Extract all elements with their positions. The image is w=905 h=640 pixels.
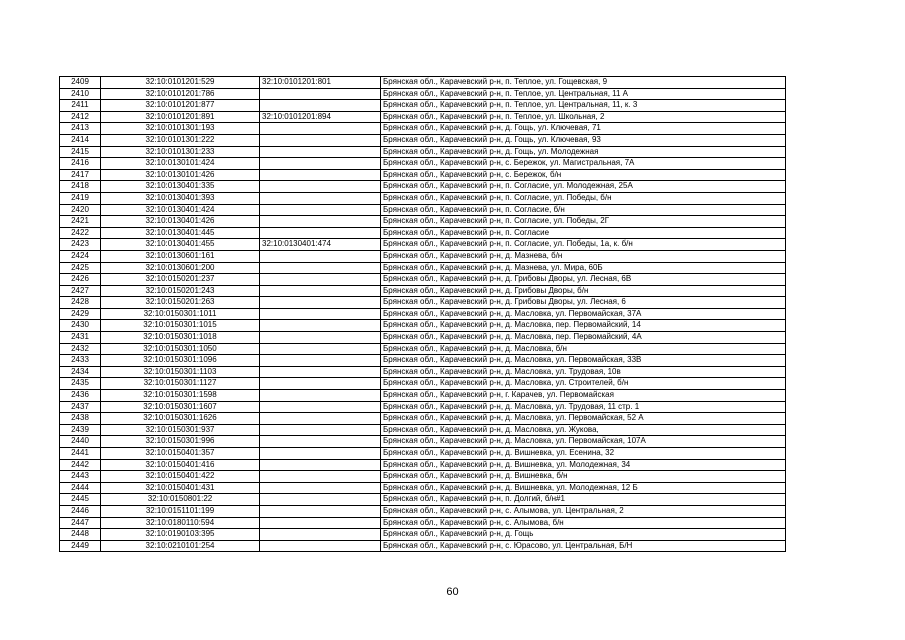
related-cadastral-number-cell — [260, 320, 381, 332]
related-cadastral-number-cell — [260, 366, 381, 378]
row-number-cell: 2429 — [60, 308, 101, 320]
row-number-cell: 2449 — [60, 540, 101, 552]
related-cadastral-number-cell — [260, 482, 381, 494]
related-cadastral-number-cell — [260, 517, 381, 529]
address-cell: Брянская обл., Карачевский р-н, д. Масловка, пер. Первомайский, 14 — [381, 320, 786, 332]
table-row — [60, 216, 786, 228]
cadastral-number-cell: 32:10:0130401:424 — [101, 204, 260, 216]
row-number-cell: 2410 — [60, 88, 101, 100]
related-cadastral-number-cell — [260, 123, 381, 135]
cadastral-number-cell: 32:10:0150401:431 — [101, 482, 260, 494]
address-cell: Брянская обл., Карачевский р-н, д. Грибовы Дворы, ул. Лесная, 6В — [381, 274, 786, 286]
cadastral-number-cell: 32:10:0150301:996 — [101, 436, 260, 448]
table-row — [60, 250, 786, 262]
address-cell: Брянская обл., Карачевский р-н, п. Теплое, ул. Гощевская, 9 — [381, 77, 786, 89]
cadastral-number-cell: 32:10:0101301:193 — [101, 123, 260, 135]
cadastral-number-cell: 32:10:0190103:395 — [101, 529, 260, 541]
related-cadastral-number-cell — [260, 343, 381, 355]
row-number-cell: 2417 — [60, 169, 101, 181]
table-row — [60, 100, 786, 112]
cadastral-number-cell: 32:10:0101201:891 — [101, 111, 260, 123]
related-cadastral-number-cell — [260, 169, 381, 181]
cadastral-number-cell: 32:10:0130401:393 — [101, 192, 260, 204]
table-row — [60, 448, 786, 460]
related-cadastral-number-cell: 32:10:0101201:801 — [260, 77, 381, 89]
table-row — [60, 146, 786, 158]
table-row — [60, 366, 786, 378]
table-row — [60, 505, 786, 517]
row-number-cell: 2439 — [60, 424, 101, 436]
cadastral-number-cell: 32:10:0150301:1127 — [101, 378, 260, 390]
cadastral-number-cell: 32:10:0130401:445 — [101, 227, 260, 239]
row-number-cell: 2424 — [60, 250, 101, 262]
cadastral-number-cell: 32:10:0150301:1598 — [101, 390, 260, 402]
cadastral-number-cell: 32:10:0150301:1096 — [101, 355, 260, 367]
table-row — [60, 111, 786, 123]
row-number-cell: 2418 — [60, 181, 101, 193]
related-cadastral-number-cell — [260, 216, 381, 228]
row-number-cell: 2447 — [60, 517, 101, 529]
cadastral-number-cell: 32:10:0130101:426 — [101, 169, 260, 181]
row-number-cell: 2413 — [60, 123, 101, 135]
related-cadastral-number-cell — [260, 355, 381, 367]
table-row — [60, 308, 786, 320]
row-number-cell: 2436 — [60, 390, 101, 402]
cadastral-number-cell: 32:10:0150301:1015 — [101, 320, 260, 332]
cadastral-number-cell: 32:10:0101201:529 — [101, 77, 260, 89]
row-number-cell: 2440 — [60, 436, 101, 448]
table-row — [60, 239, 786, 251]
related-cadastral-number-cell — [260, 540, 381, 552]
table-row — [60, 158, 786, 170]
table-row — [60, 320, 786, 332]
address-cell: Брянская обл., Карачевский р-н, п. Теплое, ул. Школьная, 2 — [381, 111, 786, 123]
cadastral-number-cell: 32:10:0150301:1103 — [101, 366, 260, 378]
table-row — [60, 192, 786, 204]
address-cell: Брянская обл., Карачевский р-н, п. Согласие, ул. Победы, 1а, к. б/н — [381, 239, 786, 251]
row-number-cell: 2428 — [60, 297, 101, 309]
related-cadastral-number-cell — [260, 494, 381, 506]
related-cadastral-number-cell — [260, 134, 381, 146]
row-number-cell: 2420 — [60, 204, 101, 216]
related-cadastral-number-cell — [260, 88, 381, 100]
related-cadastral-number-cell — [260, 308, 381, 320]
cadastral-number-cell: 32:10:0150201:237 — [101, 274, 260, 286]
address-cell: Брянская обл., Карачевский р-н, с. Алымова, б/н — [381, 517, 786, 529]
cadastral-number-cell: 32:10:0150401:357 — [101, 448, 260, 460]
cadastral-number-cell: 32:10:0150301:1018 — [101, 332, 260, 344]
address-cell: Брянская обл., Карачевский р-н, д. Гощь, ул. Ключевая, 93 — [381, 134, 786, 146]
address-cell: Брянская обл., Карачевский р-н, п. Теплое, ул. Центральная, 11, к. 3 — [381, 100, 786, 112]
row-number-cell: 2446 — [60, 505, 101, 517]
address-cell: Брянская обл., Карачевский р-н, п. Согласие, ул. Победы, 2Г — [381, 216, 786, 228]
address-cell: Брянская обл., Карачевский р-н, д. Гощь — [381, 529, 786, 541]
related-cadastral-number-cell — [260, 262, 381, 274]
table-row — [60, 424, 786, 436]
cadastral-number-cell: 32:10:0130401:455 — [101, 239, 260, 251]
cadastral-number-cell: 32:10:0130601:161 — [101, 250, 260, 262]
cadastral-number-cell: 32:10:0101201:786 — [101, 88, 260, 100]
address-cell: Брянская обл., Карачевский р-н, п. Теплое, ул. Центральная, 11 А — [381, 88, 786, 100]
address-cell: Брянская обл., Карачевский р-н, д. Масловка, ул. Первомайская, 52 А — [381, 413, 786, 425]
table-row — [60, 123, 786, 135]
related-cadastral-number-cell — [260, 227, 381, 239]
related-cadastral-number-cell: 32:10:0101201:894 — [260, 111, 381, 123]
address-cell: Брянская обл., Карачевский р-н, д. Мазнева, б/н — [381, 250, 786, 262]
related-cadastral-number-cell — [260, 448, 381, 460]
address-cell: Брянская обл., Карачевский р-н, д. Мазнева, ул. Мира, 60Б — [381, 262, 786, 274]
cadastral-number-cell: 32:10:0130601:200 — [101, 262, 260, 274]
row-number-cell: 2416 — [60, 158, 101, 170]
address-cell: Брянская обл., Карачевский р-н, д. Вишневка, б/н — [381, 471, 786, 483]
cadastral-number-cell: 32:10:0150301:1626 — [101, 413, 260, 425]
address-cell: Брянская обл., Карачевский р-н, п. Согласие — [381, 227, 786, 239]
related-cadastral-number-cell — [260, 297, 381, 309]
row-number-cell: 2412 — [60, 111, 101, 123]
address-cell: Брянская обл., Карачевский р-н, д. Вишневка, ул. Есенина, 32 — [381, 448, 786, 460]
table-row — [60, 401, 786, 413]
page-number: 60 — [446, 586, 459, 598]
row-number-cell: 2430 — [60, 320, 101, 332]
address-cell: Брянская обл., Карачевский р-н, д. Масловка, б/н — [381, 343, 786, 355]
related-cadastral-number-cell — [260, 424, 381, 436]
table-row — [60, 181, 786, 193]
address-cell: Брянская обл., Карачевский р-н, д. Гощь, ул. Молодежная — [381, 146, 786, 158]
row-number-cell: 2414 — [60, 134, 101, 146]
row-number-cell: 2426 — [60, 274, 101, 286]
related-cadastral-number-cell — [260, 471, 381, 483]
row-number-cell: 2443 — [60, 471, 101, 483]
address-cell: Брянская обл., Карачевский р-н, д. Масловка, ул. Трудовая, 11 стр. 1 — [381, 401, 786, 413]
related-cadastral-number-cell — [260, 378, 381, 390]
table-row — [60, 343, 786, 355]
table-row — [60, 378, 786, 390]
address-cell: Брянская обл., Карачевский р-н, д. Вишневка, ул. Молодежная, 12 Б — [381, 482, 786, 494]
address-cell: Брянская обл., Карачевский р-н, д. Масловка, ул. Первомайская, 37А — [381, 308, 786, 320]
cadastral-number-cell: 32:10:0150301:1050 — [101, 343, 260, 355]
related-cadastral-number-cell — [260, 250, 381, 262]
table-row — [60, 413, 786, 425]
table-row — [60, 227, 786, 239]
row-number-cell: 2441 — [60, 448, 101, 460]
table-row — [60, 482, 786, 494]
row-number-cell: 2434 — [60, 366, 101, 378]
address-cell: Брянская обл., Карачевский р-н, п. Согласие, ул. Победы, б/н — [381, 192, 786, 204]
cadastral-number-cell: 32:10:0150301:1011 — [101, 308, 260, 320]
registry-table-body — [60, 77, 786, 552]
address-cell: Брянская обл., Карачевский р-н, д. Вишневка, ул. Молодежная, 34 — [381, 459, 786, 471]
row-number-cell: 2411 — [60, 100, 101, 112]
row-number-cell: 2445 — [60, 494, 101, 506]
related-cadastral-number-cell — [260, 192, 381, 204]
table-row — [60, 471, 786, 483]
row-number-cell: 2409 — [60, 77, 101, 89]
table-row — [60, 204, 786, 216]
address-cell: Брянская обл., Карачевский р-н, д. Масловка, ул. Первомайская, 33В — [381, 355, 786, 367]
related-cadastral-number-cell — [260, 459, 381, 471]
address-cell: Брянская обл., Карачевский р-н, п. Согласие, ул. Молодежная, 25А — [381, 181, 786, 193]
table-row — [60, 459, 786, 471]
cadastral-number-cell: 32:10:0151101:199 — [101, 505, 260, 517]
row-number-cell: 2425 — [60, 262, 101, 274]
row-number-cell: 2423 — [60, 239, 101, 251]
cadastral-number-cell: 32:10:0150201:263 — [101, 297, 260, 309]
address-cell: Брянская обл., Карачевский р-н, с. Бережок, б/н — [381, 169, 786, 181]
table-row — [60, 274, 786, 286]
cadastral-number-cell: 32:10:0130401:335 — [101, 181, 260, 193]
row-number-cell: 2415 — [60, 146, 101, 158]
cadastral-number-cell: 32:10:0150401:416 — [101, 459, 260, 471]
address-cell: Брянская обл., Карачевский р-н, д. Масловка, пер. Первомайский, 4А — [381, 332, 786, 344]
related-cadastral-number-cell — [260, 332, 381, 344]
related-cadastral-number-cell — [260, 158, 381, 170]
address-cell: Брянская обл., Карачевский р-н, д. Гощь, ул. Ключевая, 71 — [381, 123, 786, 135]
row-number-cell: 2444 — [60, 482, 101, 494]
address-cell: Брянская обл., Карачевский р-н, с. Алымова, ул. Центральная, 2 — [381, 505, 786, 517]
address-cell: Брянская обл., Карачевский р-н, д. Масловка, ул. Первомайская, 107А — [381, 436, 786, 448]
address-cell: Брянская обл., Карачевский р-н, д. Грибовы Дворы, б/н — [381, 285, 786, 297]
table-row — [60, 332, 786, 344]
row-number-cell: 2421 — [60, 216, 101, 228]
row-number-cell: 2422 — [60, 227, 101, 239]
row-number-cell: 2437 — [60, 401, 101, 413]
table-row — [60, 517, 786, 529]
row-number-cell: 2432 — [60, 343, 101, 355]
row-number-cell: 2419 — [60, 192, 101, 204]
cadastral-number-cell: 32:10:0210101:254 — [101, 540, 260, 552]
row-number-cell: 2431 — [60, 332, 101, 344]
related-cadastral-number-cell — [260, 274, 381, 286]
related-cadastral-number-cell — [260, 285, 381, 297]
cadastral-number-cell: 32:10:0101201:877 — [101, 100, 260, 112]
address-cell: Брянская обл., Карачевский р-н, д. Масловка, ул. Трудовая, 10в — [381, 366, 786, 378]
related-cadastral-number-cell — [260, 413, 381, 425]
row-number-cell: 2448 — [60, 529, 101, 541]
address-cell: Брянская обл., Карачевский р-н, с. Бережок, ул. Магистральная, 7А — [381, 158, 786, 170]
registry-table — [59, 76, 786, 552]
cadastral-number-cell: 32:10:0150401:422 — [101, 471, 260, 483]
table-row — [60, 134, 786, 146]
table-row — [60, 355, 786, 367]
table-row — [60, 88, 786, 100]
table-row — [60, 494, 786, 506]
related-cadastral-number-cell — [260, 100, 381, 112]
address-cell: Брянская обл., Карачевский р-н, с. Юрасово, ул. Центральная, Б/Н — [381, 540, 786, 552]
address-cell: Брянская обл., Карачевский р-н, д. Масловка, ул. Строителей, б/н — [381, 378, 786, 390]
row-number-cell: 2442 — [60, 459, 101, 471]
row-number-cell: 2435 — [60, 378, 101, 390]
cadastral-number-cell: 32:10:0150801:22 — [101, 494, 260, 506]
related-cadastral-number-cell — [260, 390, 381, 402]
cadastral-number-cell: 32:10:0180110:594 — [101, 517, 260, 529]
address-cell: Брянская обл., Карачевский р-н, п. Долгий, б/н#1 — [381, 494, 786, 506]
cadastral-number-cell: 32:10:0130401:426 — [101, 216, 260, 228]
related-cadastral-number-cell — [260, 529, 381, 541]
cadastral-number-cell: 32:10:0150201:243 — [101, 285, 260, 297]
table-row — [60, 436, 786, 448]
table-row — [60, 390, 786, 402]
related-cadastral-number-cell — [260, 146, 381, 158]
table-row — [60, 285, 786, 297]
table-row — [60, 540, 786, 552]
cadastral-number-cell: 32:10:0130101:424 — [101, 158, 260, 170]
related-cadastral-number-cell: 32:10:0130401:474 — [260, 239, 381, 251]
related-cadastral-number-cell — [260, 505, 381, 517]
table-row — [60, 262, 786, 274]
cadastral-number-cell: 32:10:0101301:233 — [101, 146, 260, 158]
related-cadastral-number-cell — [260, 204, 381, 216]
address-cell: Брянская обл., Карачевский р-н, г. Карачев, ул. Первомайская — [381, 390, 786, 402]
table-row — [60, 77, 786, 89]
table-row — [60, 529, 786, 541]
related-cadastral-number-cell — [260, 436, 381, 448]
row-number-cell: 2438 — [60, 413, 101, 425]
address-cell: Брянская обл., Карачевский р-н, д. Масловка, ул. Жукова, — [381, 424, 786, 436]
related-cadastral-number-cell — [260, 181, 381, 193]
row-number-cell: 2427 — [60, 285, 101, 297]
address-cell: Брянская обл., Карачевский р-н, д. Грибовы Дворы, ул. Лесная, 6 — [381, 297, 786, 309]
address-cell: Брянская обл., Карачевский р-н, п. Согласие, б/н — [381, 204, 786, 216]
cadastral-number-cell: 32:10:0101301:222 — [101, 134, 260, 146]
related-cadastral-number-cell — [260, 401, 381, 413]
cadastral-number-cell: 32:10:0150301:937 — [101, 424, 260, 436]
table-row — [60, 169, 786, 181]
cadastral-number-cell: 32:10:0150301:1607 — [101, 401, 260, 413]
row-number-cell: 2433 — [60, 355, 101, 367]
table-row — [60, 297, 786, 309]
